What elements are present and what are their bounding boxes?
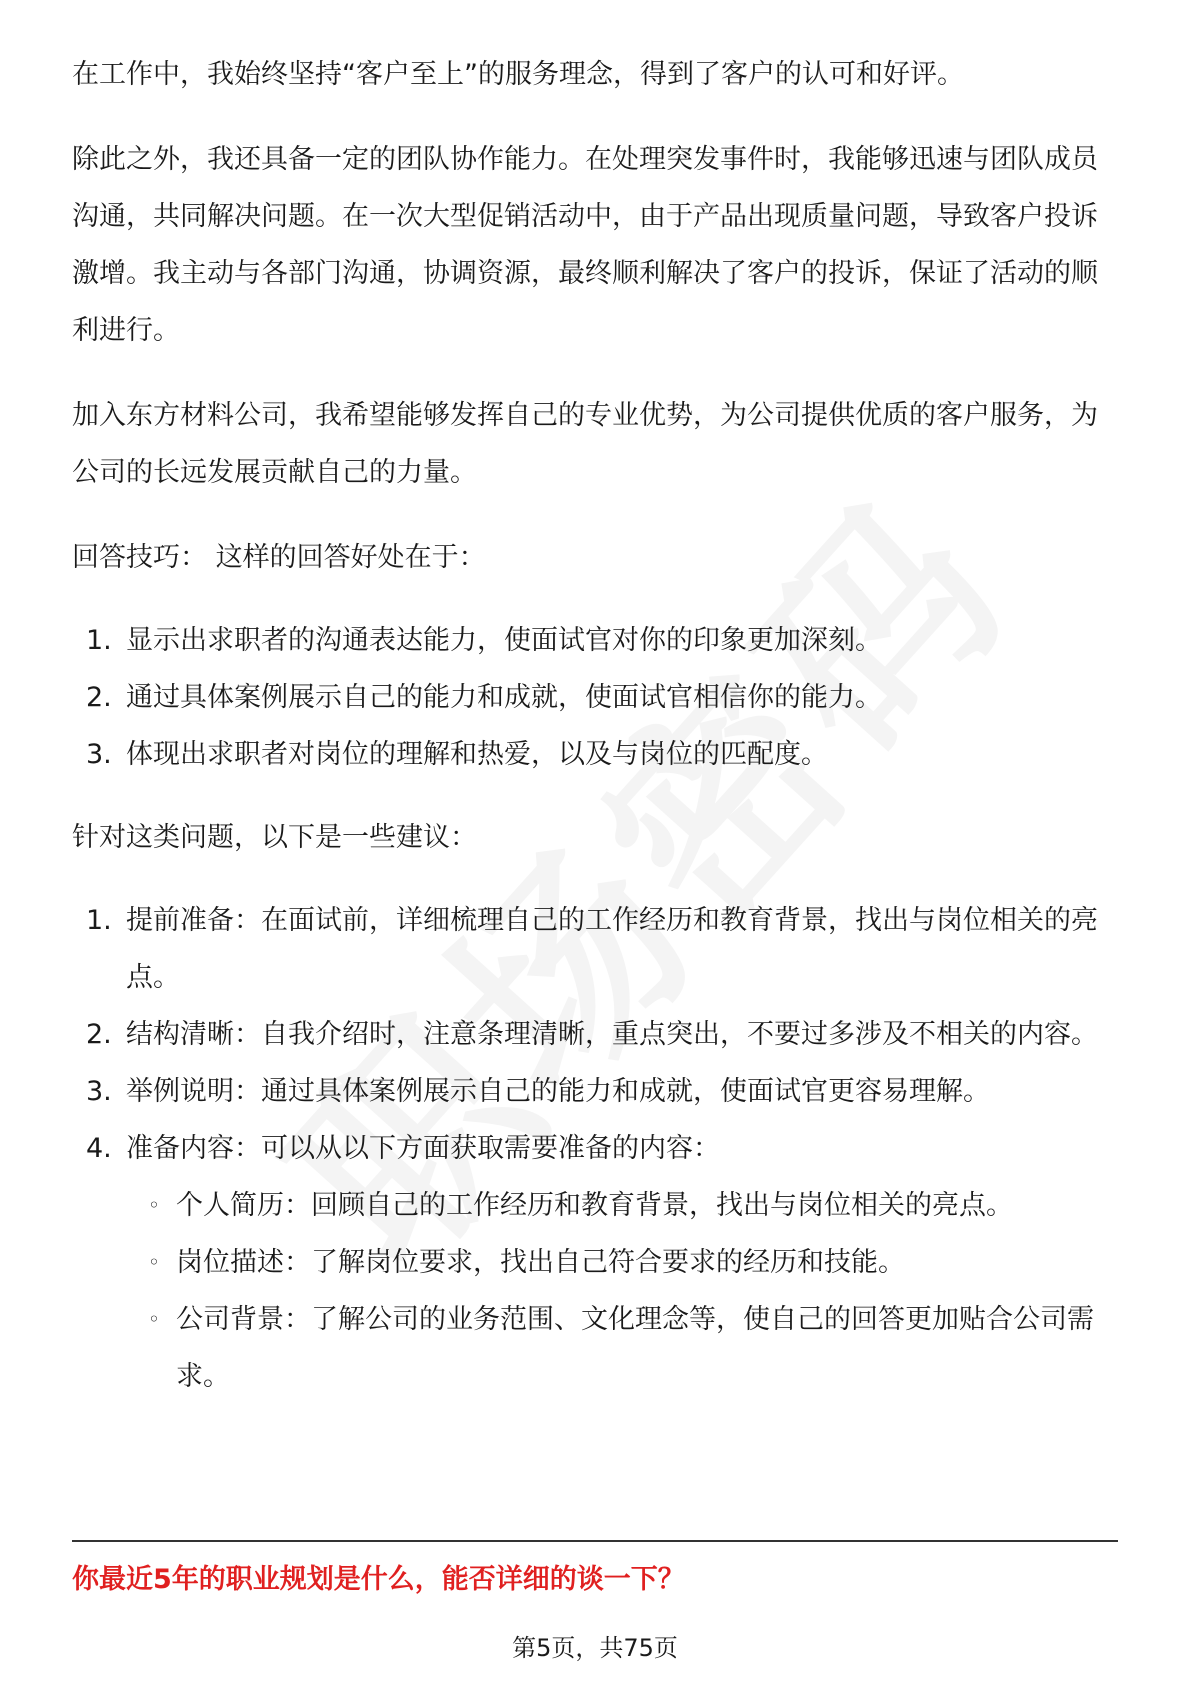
list-number: 3. [86,739,112,770]
list-item-text: 提前准备：在面试前，详细梳理自己的工作经历和教育背景，找出与岗位相关的亮点。 [126,905,1098,993]
circle-bullet-icon: ◦ [148,1193,160,1217]
section-divider [72,1540,1118,1542]
next-question-heading: 你最近5年的职业规划是什么，能否详细的谈一下？ [72,1564,685,1595]
list-item [72,612,1118,669]
paragraph-3: 加入东方材料公司，我希望能够发挥自己的专业优势，为公司提供优质的客户服务，为公司的长远发展贡献自己的力量。 [72,400,1098,488]
list-number: 1. [86,625,112,656]
list-number: 2. [86,682,112,713]
sub-list-item-text: 岗位描述：了解岗位要求，找出自己符合要求的经历和技能。 [176,1247,905,1278]
sub-list [126,1177,1118,1405]
list-item-text: 准备内容：可以从以下方面获取需要准备的内容： [126,1133,720,1164]
document-body [72,46,1118,1431]
circle-bullet-icon: ◦ [148,1250,160,1274]
list-item [72,1063,1118,1120]
list-item-text: 显示出求职者的沟通表达能力，使面试官对你的印象更加深刻。 [126,625,882,656]
list-item [72,669,1118,726]
circle-bullet-icon: ◦ [148,1307,160,1331]
list-number: 2. [86,1019,112,1050]
list-item [72,1120,1118,1405]
sub-list-item [126,1234,1118,1291]
list-item-text: 结构清晰：自我介绍时，注意条理清晰，重点突出，不要过多涉及不相关的内容。 [126,1019,1098,1050]
tips-list [72,612,1118,783]
page-footer: 第5页，共75页 [512,1634,678,1662]
advice-heading: 针对这类问题，以下是一些建议： [72,822,477,853]
list-item [72,726,1118,783]
list-number: 1. [86,905,112,936]
tips-heading: 回答技巧： 这样的回答好处在于： [72,542,486,573]
sub-list-item-text: 个人简历：回顾自己的工作经历和教育背景，找出与岗位相关的亮点。 [176,1190,1013,1221]
sub-list-item [126,1177,1118,1234]
sub-list-item [126,1291,1118,1405]
list-item-text: 体现出求职者对岗位的理解和热爱，以及与岗位的匹配度。 [126,739,828,770]
sub-list-item-text: 公司背景：了解公司的业务范围、文化理念等，使自己的回答更加贴合公司需求。 [176,1304,1094,1392]
list-number: 4. [86,1133,112,1164]
advice-list [72,892,1118,1405]
paragraph-2: 除此之外，我还具备一定的团队协作能力。在处理突发事件时，我能够迅速与团队成员沟通，共同解决问题。在一次大型促销活动中，由于产品出现质量问题，导致客户投诉激增。我主动与各部门沟通，协调资源，最终顺利解决了客户的投诉，保证了活动的顺利进行。 [72,144,1098,346]
list-item-text: 举例说明：通过具体案例展示自己的能力和成就，使面试官更容易理解。 [126,1076,990,1107]
list-item-text: 通过具体案例展示自己的能力和成就，使面试官相信你的能力。 [126,682,882,713]
list-item [72,892,1118,1006]
list-number: 3. [86,1076,112,1107]
list-item [72,1006,1118,1063]
paragraph-1: 在工作中，我始终坚持“客户至上”的服务理念，得到了客户的认可和好评。 [72,59,964,90]
